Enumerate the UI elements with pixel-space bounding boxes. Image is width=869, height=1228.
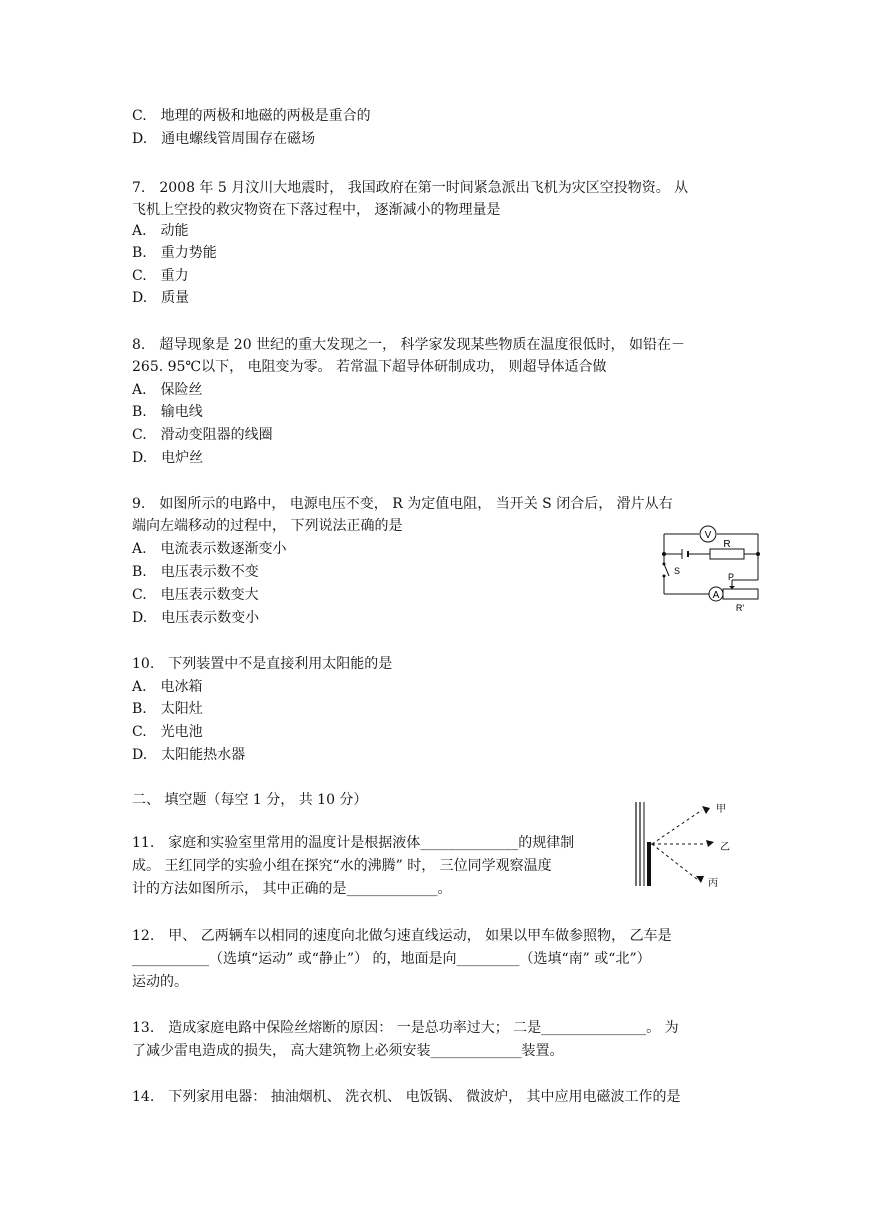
q9-stem-line2: 端向左端移动的过程中， 下列说法正确的是 <box>132 518 403 534</box>
eye-yi-icon <box>706 840 714 847</box>
q10-option-b: B. 太阳灶 <box>132 701 203 717</box>
q8-stem-line2: 265. 95℃以下， 电阻变为零。 若常温下超导体研制成功， 则超导体适合做 <box>132 359 607 375</box>
q11-line2: 成。 王红同学的实验小组在探究“水的沸腾” 时， 三位同学观察温度 <box>132 858 552 874</box>
eye-jia-icon <box>702 806 710 814</box>
q9-option-d: D. 电压表示数变小 <box>132 610 260 626</box>
slider-label: P <box>727 572 734 582</box>
q7-option-a: A. 动能 <box>132 223 189 239</box>
q7-option-b: B. 重力势能 <box>132 245 217 261</box>
q6-option-d: D. 通电螺线管周围存在磁场 <box>132 131 316 147</box>
q8-option-a: A. 保险丝 <box>132 382 203 398</box>
q12-line1: 12. 甲、 乙两辆车以相同的速度向北做匀速直线运动， 如果以甲车做参照物， 乙车是 <box>132 928 672 944</box>
q7-option-c: C. 重力 <box>132 268 189 284</box>
q7-stem-line2: 飞机上空投的救灾物资在下落过程中， 逐渐减小的物理量是 <box>132 202 501 218</box>
resistor-label: R <box>723 539 731 550</box>
resistor-r <box>710 549 744 559</box>
section-heading: 二、 填空题（每空 1 分， 共 10 分） <box>132 792 368 808</box>
label-jia: 甲 <box>716 804 726 815</box>
thermometer-figure <box>632 800 742 890</box>
q12-line2: ___________（选填“运动” 或“静止”） 的，地面是向_________（选填“南” 或“北”） <box>132 951 651 967</box>
rheostat-body <box>723 589 758 599</box>
q12-line3: 运动的。 <box>132 974 188 990</box>
q10-option-a: A. 电冰箱 <box>132 679 203 695</box>
q10-option-d: D. 太阳能热水器 <box>132 747 246 763</box>
q11-line3: 计的方法如图所示， 其中正确的是_____________。 <box>132 881 452 897</box>
q11-line1: 11. 家庭和实验室里常用的温度计是根据液体______________的规律制 <box>132 835 575 851</box>
q6-option-c: C. 地理的两极和地磁的两极是重合的 <box>132 108 371 124</box>
label-bing: 丙 <box>708 878 718 889</box>
circuit-diagram <box>652 520 764 612</box>
label-yi: 乙 <box>720 842 730 853</box>
q9-stem-line1: 9. 如图所示的电路中， 电源电压不变， R 为定值电阻， 当开关 S 闭合后， 滑片从右 <box>132 496 673 512</box>
eye-bing-icon <box>696 876 704 883</box>
rheostat-label: R' <box>735 603 745 612</box>
q8-option-c: C. 滑动变阻器的线圈 <box>132 427 273 443</box>
q7-option-d: D. 质量 <box>132 290 190 306</box>
q9-option-c: C. 电压表示数变大 <box>132 587 259 603</box>
switch-label: S <box>674 566 681 576</box>
q9-option-a: A. 电流表示数逐渐变小 <box>132 541 287 557</box>
q14-line1: 14. 下列家用电器： 抽油烟机、 洗衣机、 电饭锅、 微波炉， 其中应用电磁波工作的是 <box>132 1089 681 1105</box>
q10-option-c: C. 光电池 <box>132 724 203 740</box>
q10-stem: 10. 下列装置中不是直接利用太阳能的是 <box>132 656 393 672</box>
switch-lever <box>664 564 669 576</box>
q7-stem-line1: 7. 2008 年 5 月汶川大地震时， 我国政府在第一时间紧急派出飞机为灾区空投物资。 从 <box>132 180 689 196</box>
q8-option-d: D. 电炉丝 <box>132 450 204 466</box>
q13-line2: 了减少雷电造成的损失， 高大建筑物上必须安装_____________装置。 <box>132 1043 564 1059</box>
q8-option-b: B. 输电线 <box>132 404 203 420</box>
q8-stem-line1: 8. 超导现象是 20 世纪的重大发现之一， 科学家发现某些物质在温度很低时， 如铅在－ <box>132 337 685 353</box>
q13-line1: 13. 造成家庭电路中保险丝熔断的原因： 一是总功率过大； 二是_______________。 为 <box>132 1020 679 1036</box>
thermometer-icon <box>647 842 651 886</box>
ammeter-label: A <box>712 590 720 601</box>
voltmeter-label: V <box>704 530 712 541</box>
q9-option-b: B. 电压表示数不变 <box>132 564 259 580</box>
